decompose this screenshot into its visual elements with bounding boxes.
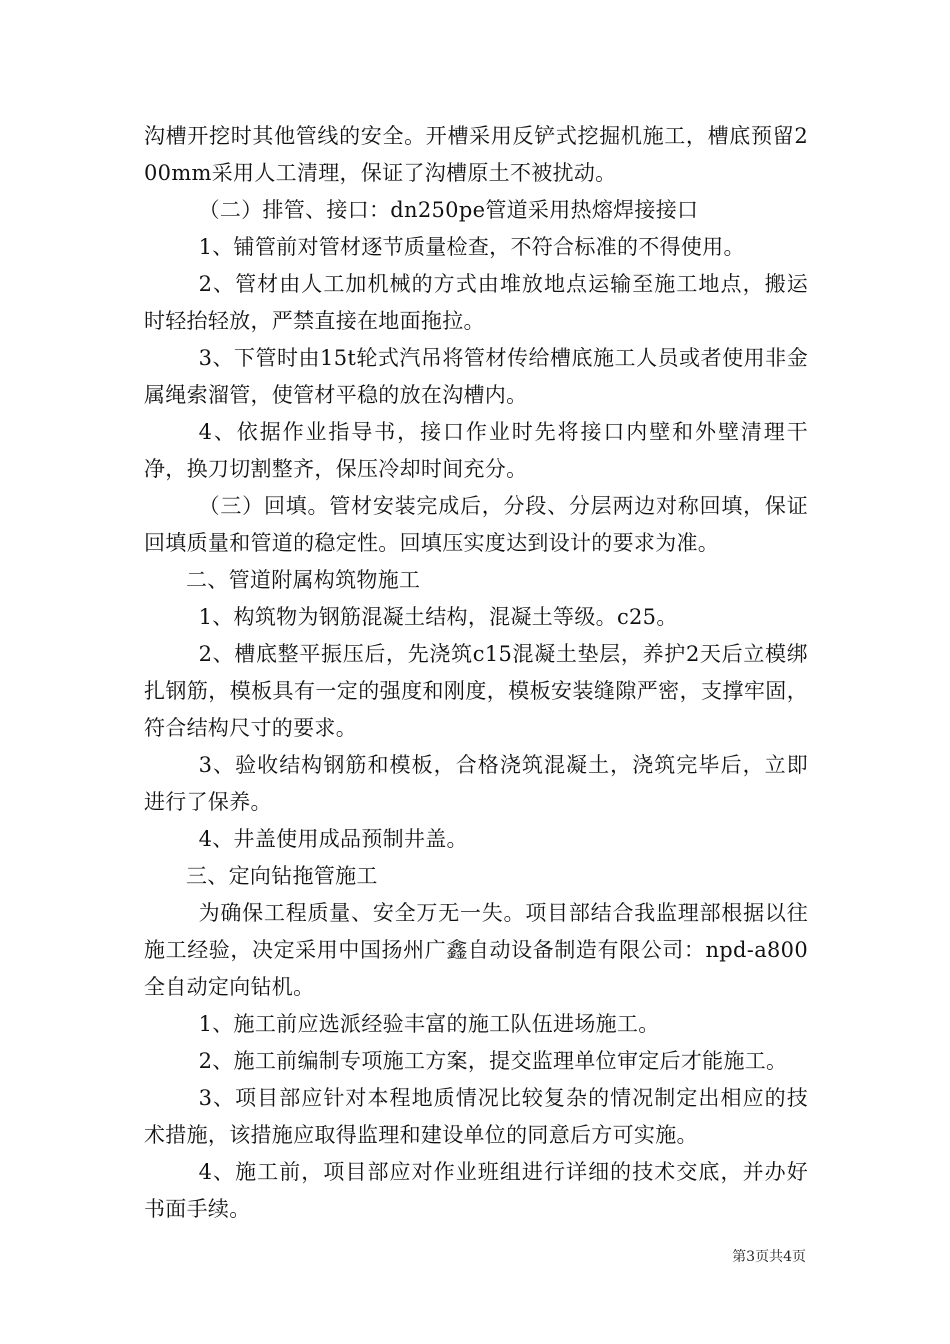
document-body [144, 118, 808, 1228]
paragraph-formwork: 2、槽底整平振压后，先浇筑c15混凝土垫层，养护2天后立模绑扎钢筋，模板具有一定的强度和刚度，模板安装缝隙严密，支撑牢固，符合结构尺寸的要求。 [144, 642, 808, 740]
paragraph-backfill: （三）回填。管材安装完成后，分段、分层两边对称回填，保证回填质量和管道的稳定性。回填压实度达到设计的要求为准。 [144, 494, 808, 555]
paragraph-drilling-rig: 为确保工程质量、安全万无一失。项目部结合我监理部根据以往施工经验，决定采用中国扬州广鑫自动设备制造有限公司：npd-a800全自动定向钻机。 [144, 901, 808, 999]
paragraph-manhole-cover: 4、井盖使用成品预制井盖。 [198, 827, 468, 851]
paragraph-joint-work: 4、依据作业指导书，接口作业时先将接口内壁和外壁清理干净，换刀切割整齐，保压冷却时间充分。 [144, 420, 808, 481]
page-number-footer: 第3页共4页 [732, 1249, 806, 1265]
paragraph-construction-plan: 2、施工前编制专项施工方案，提交监理单位审定后才能施工。 [198, 1049, 788, 1073]
paragraph-pipe-inspection: 1、铺管前对管材逐节质量检查，不符合标准的不得使用。 [198, 235, 745, 259]
paragraph-concrete-grade: 1、构筑物为钢筋混凝土结构，混凝土等级。c25。 [198, 605, 678, 629]
paragraph-technical-briefing: 4、施工前，项目部应对作业班组进行详细的技术交底，并办好书面手续。 [144, 1160, 808, 1221]
section-heading-directional-drilling: 三、定向钻拖管施工 [186, 864, 378, 888]
paragraph-inspection-curing: 3、验收结构钢筋和模板，合格浇筑混凝土，浇筑完毕后，立即进行了保养。 [144, 753, 808, 814]
paragraph-technical-measures: 3、项目部应针对本程地质情况比较复杂的情况制定出相应的技术措施，该措施应取得监理和建设单位的同意后方可实施。 [144, 1086, 808, 1147]
paragraph-pipe-transport: 2、管材由人工加机械的方式由堆放地点运输至施工地点，搬运时轻抬轻放，严禁直接在地面拖拉。 [144, 272, 808, 333]
section-heading-ancillary-structures: 二、管道附属构筑物施工 [186, 568, 421, 592]
paragraph-trench-safety: 沟槽开挖时其他管线的安全。开槽采用反铲式挖掘机施工，槽底预留200mm采用人工清理，保证了沟槽原土不被扰动。 [144, 124, 808, 185]
paragraph-pipe-laying-heading: （二）排管、接口：dn250pe管道采用热熔焊接接口 [198, 198, 699, 222]
paragraph-construction-team: 1、施工前应选派经验丰富的施工队伍进场施工。 [198, 1012, 660, 1036]
paragraph-pipe-lowering: 3、下管时由15t轮式汽吊将管材传给槽底施工人员或者使用非金属绳索溜管，使管材平稳的放在沟槽内。 [144, 346, 808, 407]
